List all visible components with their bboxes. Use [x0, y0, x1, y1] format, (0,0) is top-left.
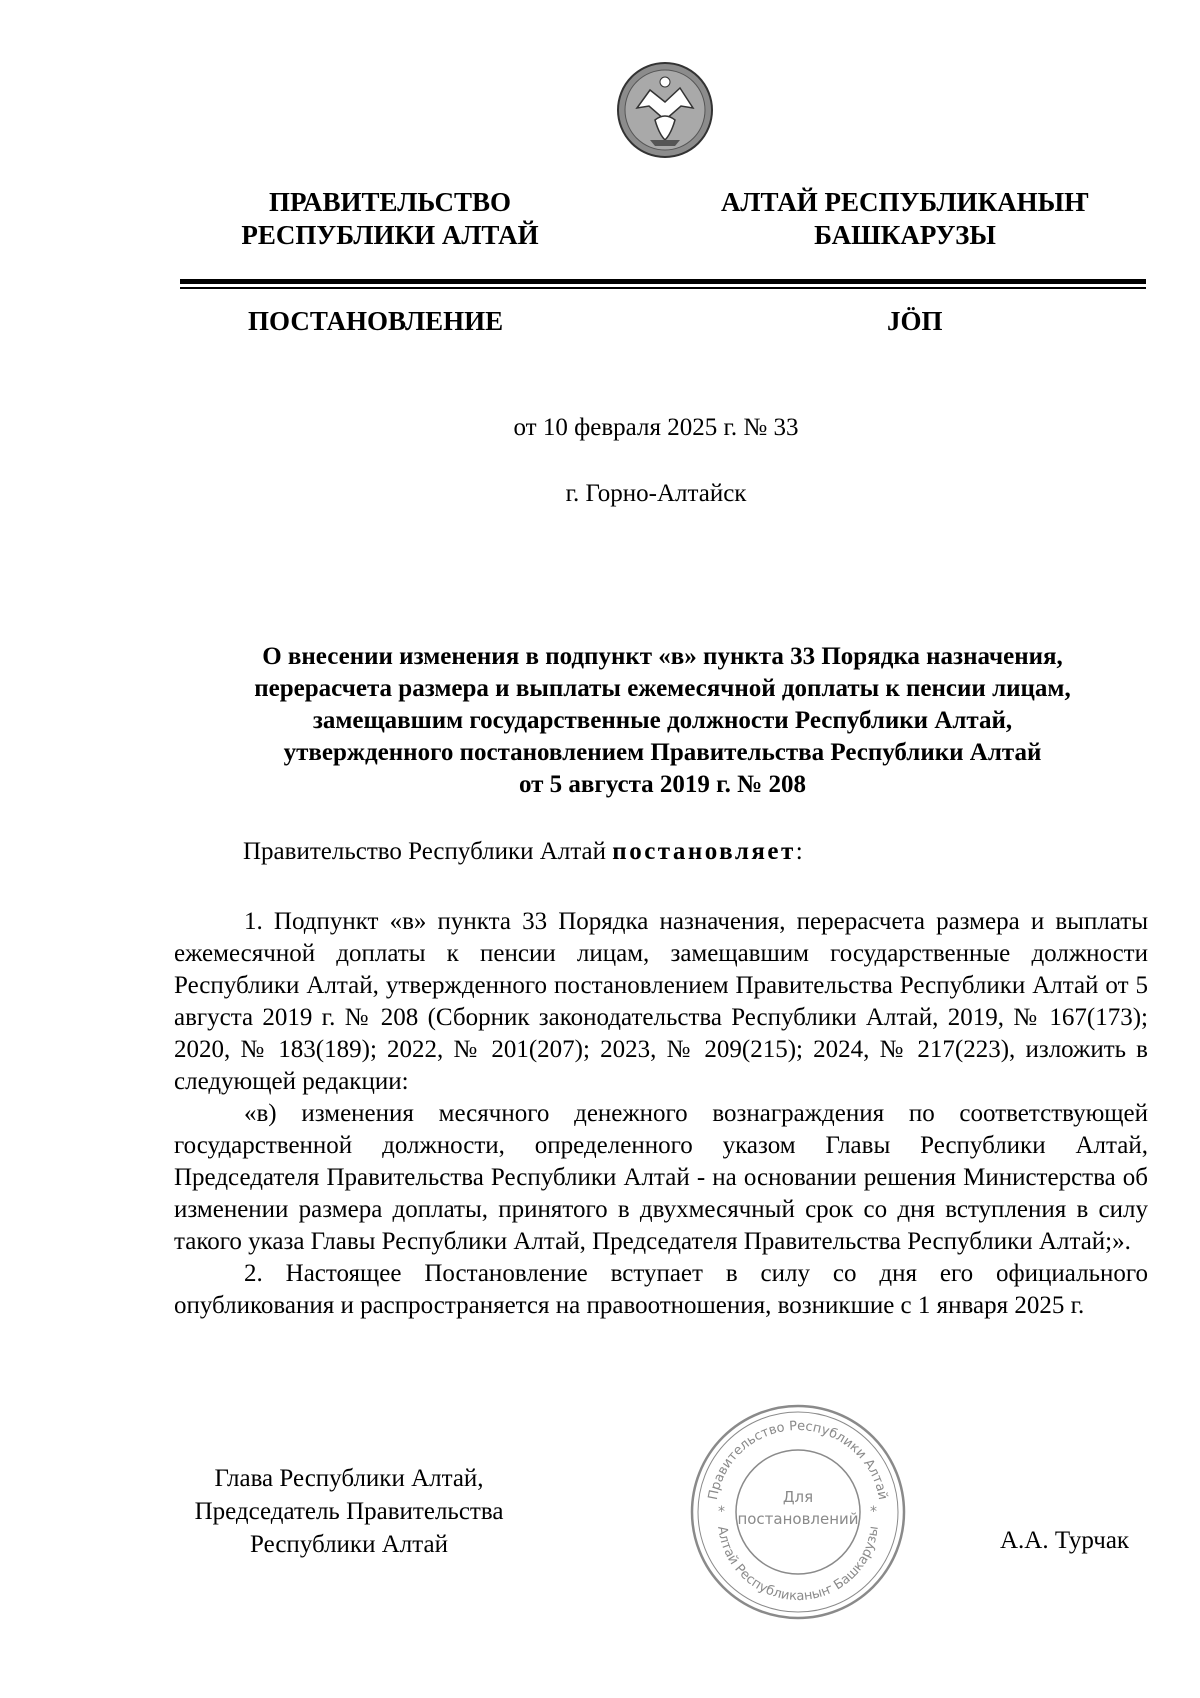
- title-line: О внесении изменения в подпункт «в» пункта 33 Порядка назначения,: [262, 643, 1063, 670]
- title-line: утвержденного постановлением Правительства Республики Алтай: [283, 739, 1042, 766]
- preamble-colon: :: [795, 838, 803, 865]
- document-title: [175, 641, 1150, 801]
- preamble-lead: Правительство Республики Алтай: [243, 838, 613, 865]
- header-left-line2: РЕСПУБЛИКИ АЛТАЙ: [241, 220, 539, 250]
- body-paragraph-2: «в) изменения месячного денежного вознаграждения по соответствующей государственной должности, определенного указом Главы Республики Алтай, Председателя Правительства Республики Алтай - на основании решения Министерства об изменении размера доплаты, принятого в двухмесячный срок со дня вступления в силу такого указа Главы Республики Алтай, Председателя Правительства Республики Алтай;».: [174, 1100, 1148, 1255]
- header-right: [720, 186, 1090, 252]
- signatory-name: А.А. Турчак: [1000, 1527, 1130, 1554]
- document-date-number: от 10 февраля 2025 г. № 33: [513, 414, 799, 441]
- document-city: г. Горно-Алтайск: [565, 480, 747, 507]
- header-right-line2: БАШКАРУЗЫ: [814, 220, 996, 250]
- stamp-outer-text-top: Правительство Республики Алтай: [705, 1418, 891, 1502]
- coat-of-arms-emblem: [615, 60, 715, 160]
- signatory-title-line: Председатель Правительства: [194, 1498, 504, 1525]
- official-stamp: [688, 1402, 908, 1622]
- svg-text:*: *: [870, 1504, 877, 1520]
- body-paragraph-3: 2. Настоящее Постановление вступает в силу со дня его официального опубликования и распространяется на правоотношения, возникшие с 1 января 2025 г.: [174, 1260, 1148, 1319]
- header-right-line1: АЛТАЙ РЕСПУБЛИКАНЫҤ: [720, 187, 1090, 217]
- header-left: [210, 186, 570, 252]
- stamp-center-line2: постановлений: [737, 1510, 859, 1528]
- doc-type-altai: JÖП: [887, 306, 943, 336]
- signatory-title-line: Республики Алтай: [250, 1531, 448, 1558]
- doc-type-russian: ПОСТАНОВЛЕНИЕ: [248, 306, 504, 336]
- document-body: [174, 906, 1148, 1322]
- title-line: от 5 августа 2019 г. № 208: [518, 771, 807, 798]
- header-divider-thin: [180, 287, 1146, 289]
- signatory-title: [174, 1462, 524, 1561]
- stamp-center-line1: Для: [782, 1488, 814, 1506]
- svg-text:*: *: [718, 1504, 725, 1520]
- signatory-title-line: Глава Республики Алтай,: [214, 1465, 484, 1492]
- title-line: замещавшим государственные должности Республики Алтай,: [312, 707, 1013, 734]
- preamble: [243, 838, 803, 866]
- header-left-line1: ПРАВИТЕЛЬСТВО: [268, 187, 512, 217]
- title-line: перерасчета размера и выплаты ежемесячной доплаты к пенсии лицам,: [254, 675, 1071, 702]
- stamp-outer-text-bottom: Алтай Республиканыҥ Башкарузы: [714, 1525, 882, 1605]
- body-paragraph-1: 1. Подпункт «в» пункта 33 Порядка назначения, перерасчета размера и выплаты ежемесячной доплаты к пенсии лицам, замещавшим государственные должности Республики Алтай, утвержденного постановлением Правительства Республики Алтай от 5 августа 2019 г. № 208 (Сборник законодательства Республики Алтай, 2019, № 167(173); 2020, № 183(189); 2022, № 201(207); 2023, № 209(215); 2024, № 217(223), изложить в следующей редакции:: [174, 908, 1148, 1095]
- header-divider-thick: [180, 279, 1146, 284]
- preamble-verb: постановляет: [612, 838, 796, 865]
